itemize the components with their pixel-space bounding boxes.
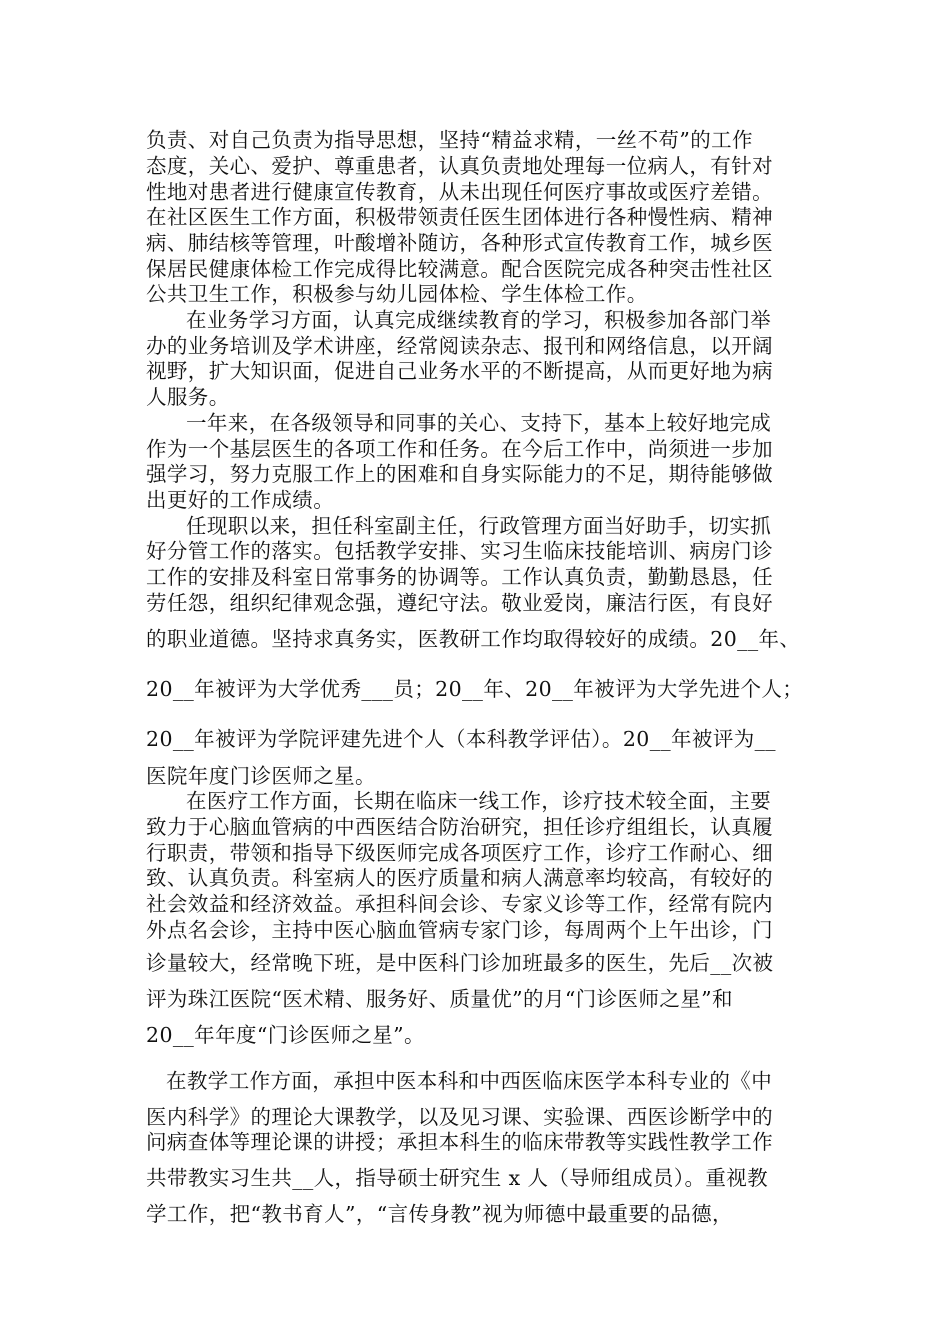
text-line: 医院年度门诊医师之星。 [146,764,376,788]
text-line: 人服务。 [146,385,230,409]
text-line: 在业务学习方面，认真完成继续教育的学习，积极参加各部门举 [186,308,772,332]
text-line: 态度，关心、爱护、尊重患者，认真负责地处理每一位病人，有针对 [146,154,773,178]
text-line: 一年来，在各级领导和同事的关心、支持下，基本上较好地完成 [186,411,772,435]
text-line: 致、认真负责。科室病人的医疗质量和病人满意率均较高，有较好的 [146,866,773,890]
text-line: 20__年被评为大学优秀___员；20__年、20__年被评为大学先进个人； [146,677,804,701]
text-line: 办的业务培训及学术讲座，经常阅读杂志、报刊和网络信息，以开阔 [146,334,773,358]
text-line: 负责、对自己负责为指导思想，坚持“精益求精，一丝不苟”的工作 [146,128,753,152]
text-line: 在教学工作方面，承担中医本科和中西医临床医学本科专业的《中 [166,1069,773,1093]
text-line: 工作的安排及科室日常事务的协调等。工作认真负责，勤勤恳恳，任 [146,565,773,589]
text-line: 行职责，带领和指导下级医师完成各项医疗工作，诊疗工作耐心、细 [146,841,773,865]
text-line: 问病查体等理论课的讲授；承担本科生的临床带教等实践性教学工作 [146,1130,773,1154]
text-line: 性地对患者进行健康宣传教育，从未出现任何医疗事故或医疗差错。 [146,180,773,204]
text-line: 20__年年度“门诊医师之星”。 [146,1023,425,1047]
text-line: 社会效益和经济效益。承担科间会诊、专家义诊等工作，经常有院内 [146,892,773,916]
text-line: 在医疗工作方面，长期在临床一线工作，诊疗技术较全面，主要 [186,789,772,813]
text-line: 病、肺结核等管理，叶酸增补随访，各种形式宣传教育工作，城乡医 [146,231,773,255]
text-line: 在社区医生工作方面，积极带领责任医生团体进行各种慢性病、精神 [146,205,773,229]
text-line: 共带教实习生共__人，指导硕士研究生 x 人（导师组成员）。重视教 [146,1166,769,1190]
text-line: 任现职以来，担任科室副主任，行政管理方面当好助手，切实抓 [186,514,772,538]
text-line: 20__年被评为学院评建先进个人（本科教学评估）。20__年被评为__ [146,727,776,751]
text-line: 视野，扩大知识面，促进自己业务水平的不断提高，从而更好地为病 [146,359,773,383]
text-line: 评为珠江医院“医术精、服务好、质量优”的月“门诊医师之星”和 [146,987,733,1011]
text-line: 医内科学》的理论大课教学，以及见习课、实验课、西医诊断学中的 [146,1105,773,1129]
text-line: 劳任怨，组织纪律观念强，遵纪守法。敬业爱岗，廉洁行医，有良好 [146,591,773,615]
text-line: 的职业道德。坚持求真务实，医教研工作均取得较好的成绩。20__年、 [146,627,801,651]
text-line: 外点名会诊，主持中医心脑血管病专家门诊，每周两个上午出诊，门 [146,918,773,942]
text-line: 公共卫生工作，积极参与幼儿园体检、学生体检工作。 [146,282,648,306]
text-line: 强学习，努力克服工作上的困难和自身实际能力的不足，期待能够做 [146,462,773,486]
text-line: 致力于心脑血管病的中西医结合防治研究，担任诊疗组组长，认真履 [146,815,773,839]
text-line: 作为一个基层医生的各项工作和任务。在今后工作中，尚须进一步加 [146,437,773,461]
text-line: 诊量较大，经常晚下班，是中医科门诊加班最多的医生，先后__次被 [146,951,774,975]
text-line: 保居民健康体检工作完成得比较满意。配合医院完成各种突击性社区 [146,257,773,281]
text-line: 学工作，把“教书育人”，“言传身教”视为师德中最重要的品德， [146,1202,733,1226]
text-line: 好分管工作的落实。包括教学安排、实习生临床技能培训、病房门诊 [146,539,773,563]
text-line: 出更好的工作成绩。 [146,488,335,512]
